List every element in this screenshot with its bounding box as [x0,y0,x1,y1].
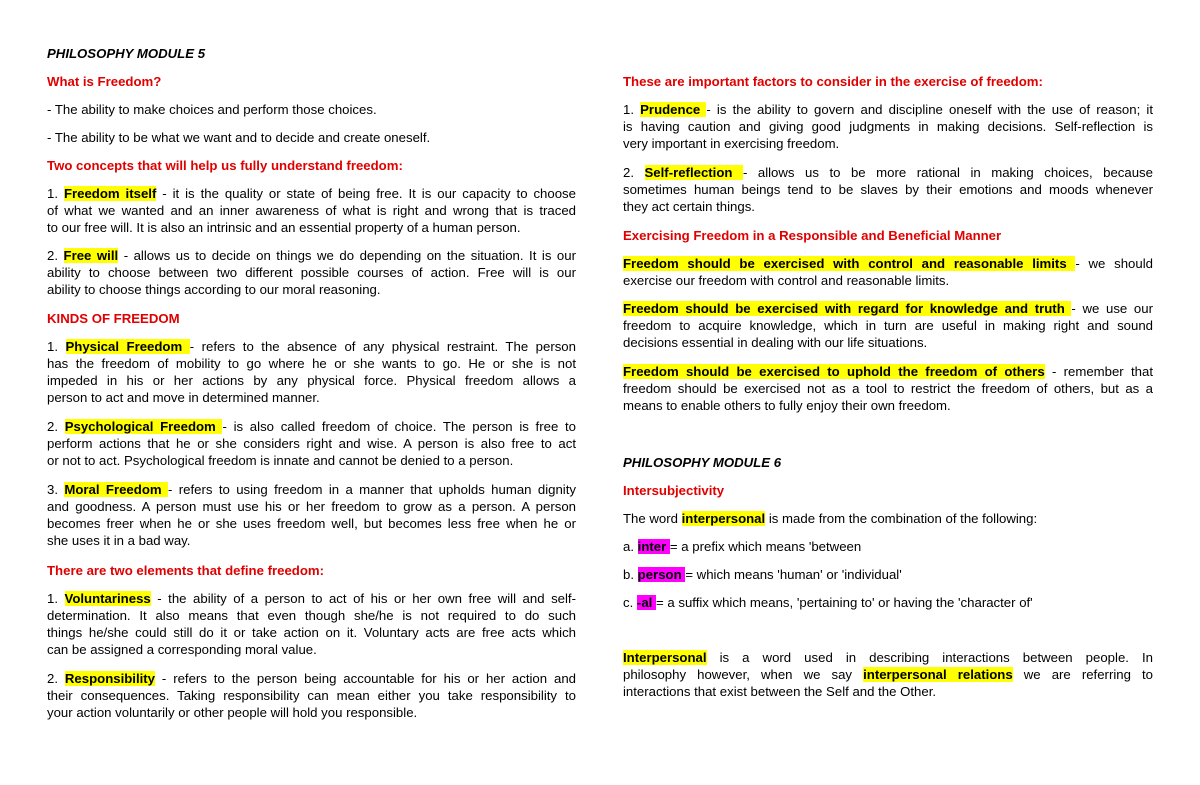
exercise-2-line-2: freedom to acquire knowledge, which in turn are useful in making right and sound [623,318,1153,333]
concept-2-line-2: ability to choose between two different possible courses of action. Free will is our [47,265,576,280]
term-interpersonal: interpersonal [681,511,766,526]
element-1-line-4: can be assigned a corresponding moral value. [47,642,317,657]
heading-exercising-freedom: Exercising Freedom in a Responsible and Beneficial Manner [623,228,1002,243]
term-control-limits: Freedom should be exercised with control and reasonable limits [623,256,1076,271]
exercise-2-line-3: decisions essential in dealing with our life situations. [623,335,928,350]
factor-2-line-1: 2. Self-reflection - allows us to be more rational in making choices, because [623,165,1153,180]
term-freedom-itself: Freedom itself [63,186,157,201]
kind-3-line-1: 3. Moral Freedom - refers to using freedom in a manner that upholds human dignity [47,482,576,497]
kind-3-line-4: she uses it in a bad way. [47,533,191,548]
definition-1: - The ability to make choices and perform those choices. [47,102,377,117]
kind-1-line-1: 1. Physical Freedom - refers to the absence of any physical restraint. The person [47,339,576,354]
factor-1-line-1: 1. Prudence - is the ability to govern and discipline oneself with the use of reason; it [623,102,1153,117]
term-al: -al [636,595,656,610]
term-voluntariness: Voluntariness [64,591,151,606]
term-knowledge-truth: Freedom should be exercised with regard for knowledge and truth [623,301,1072,316]
term-uphold-others: Freedom should be exercised to uphold the freedom of others [623,364,1045,379]
term-moral-freedom: Moral Freedom [64,482,168,497]
kind-3-line-3: becomes freer when he or she uses freedom well, but becomes less free when he or [47,516,576,531]
exercise-3-line-2: freedom should be exercised not as a tool to restrict the freedom of others, but as a [623,381,1153,396]
exercise-1-line-1: Freedom should be exercised with control and reasonable limits - we should [623,256,1153,271]
term-self-reflection: Self-reflection [644,165,743,180]
factor-1-line-3: very important in exercising freedom. [623,136,840,151]
kind-1-line-3: impeded in his or her actions by any physical force. Physical freedom allows a [47,373,576,388]
kind-2-line-1: 2. Psychological Freedom - is also called freedom of choice. The person is free to [47,419,576,434]
term-person: person [637,567,686,582]
exercise-1-line-2: exercise our freedom with control and reasonable limits. [623,273,950,288]
heading-two-elements: There are two elements that define freedom: [47,563,325,578]
term-free-will: Free will [63,248,119,263]
term-prudence: Prudence [640,102,707,117]
part-a: a. inter = a prefix which means 'between [623,539,862,554]
kind-2-line-2: perform actions that he or she considers right and wise. A person is also free to act [47,436,576,451]
kind-3-line-2: and goodness. A person must use his or her freedom to grow as a person. A person [47,499,576,514]
term-interpersonal-2: Interpersonal [623,650,707,665]
concept-2-line-3: ability to choose things according to our moral reasoning. [47,282,381,297]
exercise-3-line-3: means to enable others to fully enjoy their own freedom. [623,398,951,413]
part-c: c. -al = a suffix which means, 'pertaining to' or having the 'character of' [623,595,1033,610]
element-1-line-3: things he/she could still do it or take action on it. Voluntary acts are free acts which [47,625,576,640]
interpersonal-line-3: interactions that exist between the Self and the Other. [623,684,937,699]
term-physical-freedom: Physical Freedom [65,339,190,354]
concept-1-line-2: of what we wanted and an inner awareness of what is right and wrong that is traced [47,203,576,218]
element-1-line-2: determination. It also means that even though she/he is not required to do such [47,608,576,623]
factor-2-line-2: sometimes human beings tend to be slaves by their emotions and moods whenever [623,182,1153,197]
interpersonal-line-1: Interpersonal is a word used in describing interactions between people. In [623,650,1153,665]
part-b: b. person = which means 'human' or 'individual' [623,567,902,582]
module-6-title: PHILOSOPHY MODULE 6 [623,455,782,470]
term-inter: inter [637,539,670,554]
term-psychological-freedom: Psychological Freedom [64,419,223,434]
heading-two-concepts: Two concepts that will help us fully understand freedom: [47,158,403,173]
kind-2-line-3: or not to act. Psychological freedom is innate and cannot be denied to a person. [47,453,514,468]
term-responsibility: Responsibility [64,671,156,686]
heading-kinds-of-freedom: KINDS OF FREEDOM [47,311,180,326]
factor-1-line-2: is having caution and giving good judgments in making decisions. Self-reflection is [623,119,1153,134]
concept-1-line-1: 1. Freedom itself - it is the quality or state of being free. It is our capacity to choose [47,186,576,201]
interpersonal-line-2: philosophy however, when we say interpersonal relations we are referring to [623,667,1154,682]
element-2-line-2: their consequences. Taking responsibility can mean either you take responsibility to [47,688,576,703]
exercise-2-line-1: Freedom should be exercised with regard for knowledge and truth - we use our [623,301,1153,316]
kind-1-line-4: person to act and move in determined manner. [47,390,320,405]
heading-intersubjectivity: Intersubjectivity [623,483,725,498]
definition-2: - The ability to be what we want and to decide and create oneself. [47,130,431,145]
kind-1-line-2: has the freedom of mobility to go where he or she wants to go. He or she is not [47,356,576,371]
exercise-3-line-1: Freedom should be exercised to uphold the freedom of others - remember that [623,364,1153,379]
element-1-line-1: 1. Voluntariness - the ability of a person to act of his or her own free will and self- [47,591,576,606]
factor-2-line-3: they act certain things. [623,199,755,214]
word-interpersonal-line: The word interpersonal is made from the combination of the following: [623,511,1038,526]
heading-what-is-freedom: What is Freedom? [47,74,162,89]
element-2-line-3: your action voluntarily or other people will hold you responsible. [47,705,418,720]
element-2-line-1: 2. Responsibility - refers to the person being accountable for his or her action and [47,671,576,686]
concept-1-line-3: to our free will. It is also an intrinsic and an essential property of a human person. [47,220,521,235]
module-5-title: PHILOSOPHY MODULE 5 [47,46,206,61]
concept-2-line-1: 2. Free will - allows us to decide on things we do depending on the situation. It is our [47,248,576,263]
term-interpersonal-relations: interpersonal relations [863,667,1013,682]
heading-important-factors: These are important factors to consider in the exercise of freedom: [623,74,1043,89]
